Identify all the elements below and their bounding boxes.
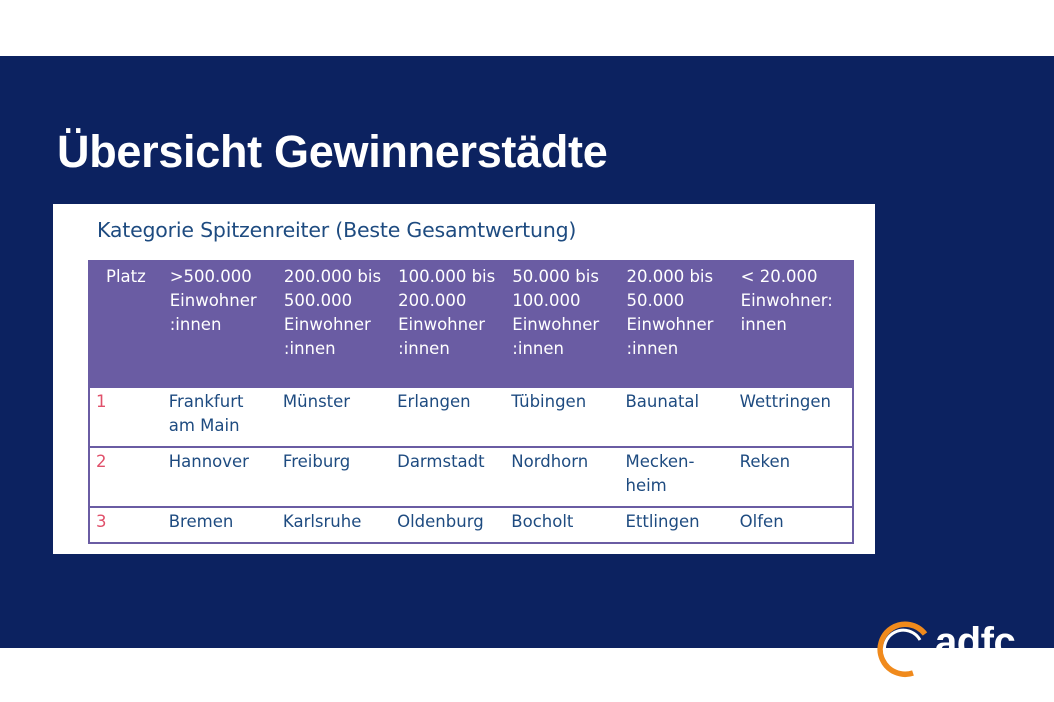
city-cell: Karlsruhe <box>274 507 388 543</box>
city-cell: Tübingen <box>502 387 616 447</box>
header-100k-200k: 100.000 bis 200.000 Einwohner :innen <box>388 261 502 387</box>
city-cell: Darmstadt <box>388 447 502 507</box>
city-cell: Mecken-heim <box>616 447 730 507</box>
table-panel <box>53 204 875 554</box>
city-cell: Münster <box>274 387 388 447</box>
city-cell: Freiburg <box>274 447 388 507</box>
city-cell: Hannover <box>160 447 274 507</box>
city-cell: Ettlingen <box>616 507 730 543</box>
city-cell: Wettringen <box>731 387 853 447</box>
rank-cell: 2 <box>89 447 160 507</box>
adfc-ring-icon <box>873 620 933 680</box>
adfc-logo <box>873 620 1033 684</box>
city-cell: Olfen <box>731 507 853 543</box>
header-50k-100k: 50.000 bis 100.000 Einwohner :innen <box>502 261 616 387</box>
table-row <box>89 447 853 507</box>
city-cell: Oldenburg <box>388 507 502 543</box>
header-under-20k: < 20.000 Einwohner: innen <box>731 261 853 387</box>
adfc-subtitle: Bremen <box>937 662 978 674</box>
city-cell: Frankfurt am Main <box>160 387 274 447</box>
rank-cell: 1 <box>89 387 160 447</box>
city-cell: Bocholt <box>502 507 616 543</box>
slide-background <box>0 56 1054 674</box>
header-platz: Platz <box>89 261 160 387</box>
adfc-wordmark: adfc <box>935 620 1016 664</box>
city-cell: Baunatal <box>616 387 730 447</box>
table-row <box>89 507 853 543</box>
city-cell: Nordhorn <box>502 447 616 507</box>
table-header-row <box>89 261 853 387</box>
rank-cell: 3 <box>89 507 160 543</box>
slide-title: Übersicht Gewinnerstädte <box>57 126 608 177</box>
category-heading: Kategorie Spitzenreiter (Beste Gesamtwertung) <box>97 218 577 242</box>
winner-cities-table <box>88 260 854 544</box>
city-cell: Erlangen <box>388 387 502 447</box>
header-over-500k: >500.000 Einwohner :innen <box>160 261 274 387</box>
table-row <box>89 387 853 447</box>
header-200k-500k: 200.000 bis 500.000 Einwohner :innen <box>274 261 388 387</box>
city-cell: Bremen <box>160 507 274 543</box>
city-cell: Reken <box>731 447 853 507</box>
header-20k-50k: 20.000 bis 50.000 Einwohner :innen <box>616 261 730 387</box>
